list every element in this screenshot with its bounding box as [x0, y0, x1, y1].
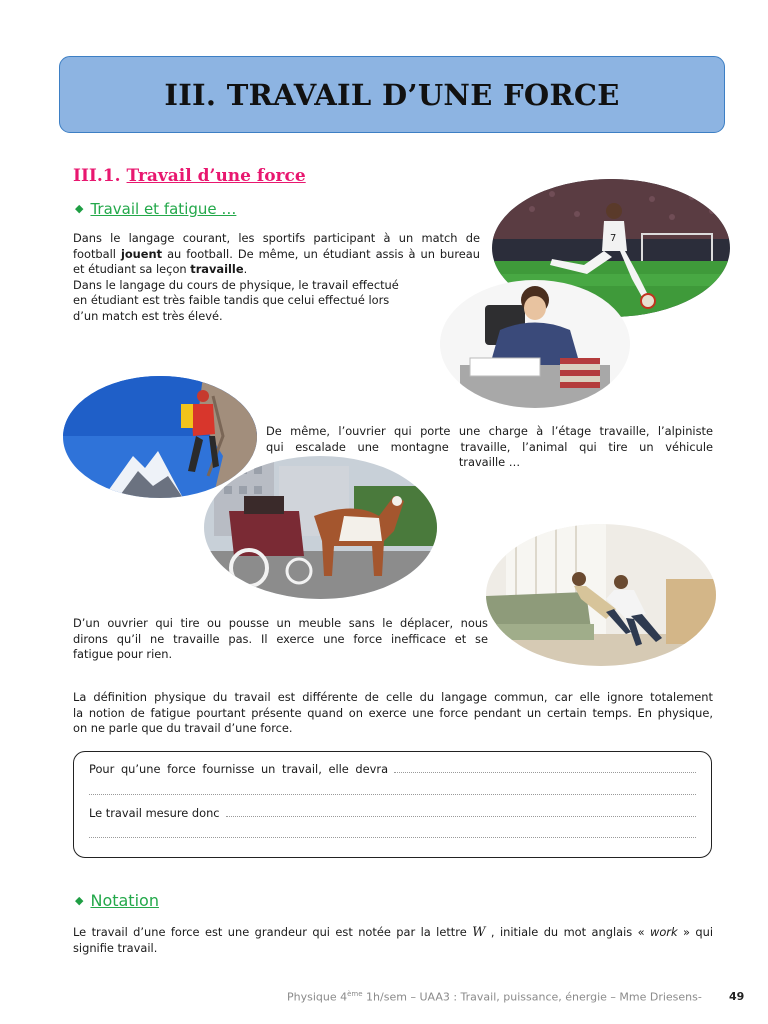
bold-word-travaille: travaille	[190, 262, 244, 276]
subheading-fatigue	[75, 200, 236, 218]
text-span: .	[243, 262, 248, 276]
horse-carriage-photo	[204, 456, 437, 599]
climber-photo	[63, 376, 257, 498]
section-heading	[73, 166, 306, 186]
paragraph-sports-study	[73, 231, 480, 324]
text-line	[73, 925, 713, 941]
text-span: , initiale du mot anglais «	[485, 925, 650, 939]
text-line: fatigue pour rien.	[73, 647, 173, 661]
svg-text:7: 7	[610, 233, 617, 244]
text-line: Dans le langage courant, les sportifs participant à un match de	[73, 231, 480, 245]
blank-dotted-line[interactable]	[394, 763, 696, 773]
page-footer	[287, 990, 702, 1004]
subheading-notation-label: Notation	[90, 891, 159, 910]
text-line: D’un ouvrier qui tire ou pousse un meuble sans le déplacer, nous	[73, 616, 488, 630]
page-number: 49	[729, 990, 745, 1003]
bold-word-jouent: jouent	[120, 246, 163, 261]
paragraph-physical-definition	[73, 690, 713, 737]
paragraph-notation	[73, 925, 713, 956]
subheading-notation	[75, 891, 159, 910]
text-line: dirons qu’il ne travaille pas. Il exerce une force inefficace et se	[73, 631, 488, 646]
text-line: signifie travail.	[73, 940, 158, 955]
men-pushing-sofa-photo	[486, 524, 716, 666]
section-title: Travail d’une force	[126, 166, 306, 186]
text-span: au football. De même, un étudiant assis à un bureau	[162, 246, 480, 261]
fill-in-line-continuation[interactable]	[89, 785, 696, 795]
paragraph-no-displacement	[73, 616, 488, 663]
word-work: work	[650, 925, 678, 939]
fill-in-prompt: Le travail mesure donc	[89, 806, 220, 820]
fill-in-prompt: Pour qu’une force fournisse un travail, elle devra	[89, 762, 389, 776]
fill-in-line-measure[interactable]	[89, 806, 696, 820]
text-line: en étudiant est très faible tandis que celui effectué lors	[73, 293, 390, 307]
text-line: on ne parle que du travail d’une force.	[73, 721, 293, 735]
blank-dotted-line[interactable]	[89, 785, 696, 795]
definition-fill-in-box	[73, 751, 712, 858]
text-span: football	[73, 246, 121, 261]
blank-dotted-line[interactable]	[226, 807, 696, 817]
footer-text: 1h/sem – UAA3 : Travail, puissance, énergie – Mme Driesens-	[362, 990, 702, 1004]
section-number: III.1.	[73, 166, 121, 186]
text-line: La définition physique du travail est différente de celle du langage commun, car elle ignore totalement	[73, 690, 713, 704]
text-line: qui escalade une montagne travaille, l’animal qui tire un véhicule	[266, 439, 713, 454]
text-line: De même, l’ouvrier qui porte une charge à l’étage travaille, l’alpiniste	[266, 424, 713, 438]
page-title: III. TRAVAIL D’UNE FORCE	[164, 77, 620, 112]
fill-in-line-condition[interactable]	[89, 762, 696, 776]
text-span: et étudiant sa leçon	[73, 262, 191, 276]
text-line: travaille …	[458, 455, 521, 469]
text-line: la notion de fatigue pourtant présente quand on exerce une force pendant un certain temps. En physique,	[73, 705, 713, 720]
text-span: Le travail d’une force est une grandeur qui est notée par la lettre	[73, 925, 473, 939]
text-line	[73, 247, 480, 263]
footer-text: Physique 4	[287, 990, 348, 1004]
footer-superscript: ème	[347, 990, 363, 998]
student-studying-photo	[440, 280, 630, 408]
text-line: Dans le langage du cours de physique, le travail effectué	[73, 277, 399, 292]
text-span: » qui	[677, 925, 713, 939]
text-line	[73, 262, 480, 278]
title-banner	[59, 56, 725, 133]
subheading-fatigue-label: Travail et fatigue …	[90, 200, 237, 218]
symbol-w: W	[472, 925, 486, 940]
text-line: d’un match est très élevé.	[73, 308, 223, 323]
diamond-bullet-icon: ◆	[75, 894, 84, 907]
blank-dotted-line[interactable]	[89, 828, 696, 838]
diamond-bullet-icon: ◆	[75, 202, 84, 215]
fill-in-line-continuation[interactable]	[89, 828, 696, 838]
